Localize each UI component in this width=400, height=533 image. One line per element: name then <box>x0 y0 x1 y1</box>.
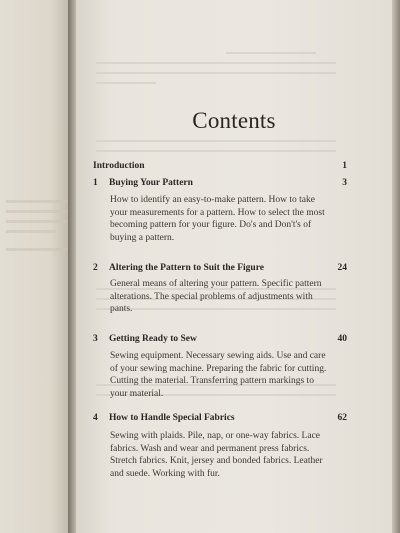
toc-page-number: 40 <box>337 334 347 344</box>
chapter-title: How to Handle Special Fabrics <box>109 413 235 423</box>
chapter-title: Altering the Pattern to Suit the Figure <box>109 263 264 273</box>
chapter-title: Buying Your Pattern <box>109 178 193 188</box>
chapter-number: 3 <box>93 334 98 344</box>
chapter-description: Sewing with plaids. Pile, nap, or one-way fabrics. Lace fabrics. Wash and wear and permanent press fabrics. Stretch fabrics. Knit, jersey and bonded fabrics. Leather and suede. Working with fur. <box>110 431 323 479</box>
chapter-number: 2 <box>93 263 98 273</box>
toc-introduction-label: Introduction <box>93 161 145 171</box>
chapter-number: 4 <box>93 413 98 423</box>
chapter-description: General means of altering your pattern. Specific pattern alterations. The special problems of adjustments with pants. <box>110 279 322 315</box>
chapter-number: 1 <box>93 178 98 188</box>
toc-page-number: 1 <box>342 161 347 171</box>
toc-page-number: 62 <box>337 413 347 423</box>
chapter-description: Sewing equipment. Necessary sewing aids. Use and care of your sewing machine. Preparing the fabric for cutting. Cutting the material. Transferring pattern markings to your material. <box>110 351 327 399</box>
toc-page-number: 24 <box>337 263 347 273</box>
chapter-description: How to identify an easy-to-make pattern. How to take your measurements for a pattern. How to select the most becoming pattern for your figure. Do's and Don't's of buying a pattern. <box>110 195 325 243</box>
facing-page <box>0 0 72 533</box>
chapter-title: Getting Ready to Sew <box>109 334 197 344</box>
page-edge <box>392 0 400 533</box>
toc-page-number: 3 <box>342 178 347 188</box>
page-title: Contents <box>192 108 276 133</box>
